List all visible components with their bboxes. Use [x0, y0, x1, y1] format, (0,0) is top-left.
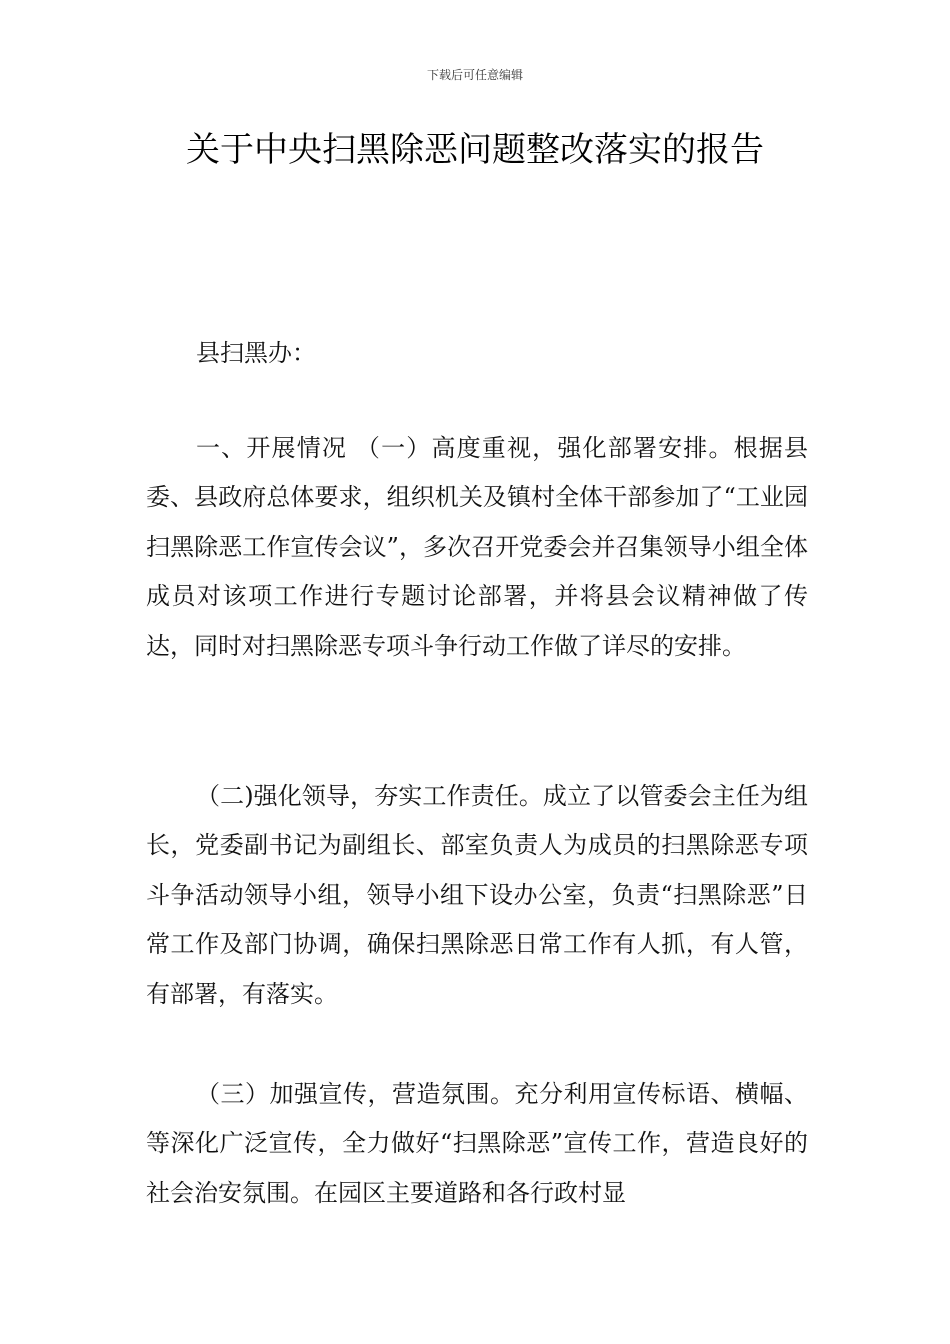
page-header-note: 下载后可任意编辑	[426, 68, 523, 82]
paragraph-section-one: 一、开展情况 （一）高度重视，强化部署安排。根据县委、县政府总体要求，组织机关及镇村全体干部参加了“工业园扫黑除恶工作宣传会议”，多次召开党委会并召集领导小组全体成员对该项工作进行专题讨论部署，并将县会议精神做了传达，同时对扫黑除恶专项斗争行动工作做了详尽的安排。	[146, 434, 808, 660]
addressee-line: 县扫黑办：	[196, 339, 316, 367]
document-title: 关于中央扫黑除恶问题整改落实的报告	[186, 130, 764, 170]
paragraph-section-three: （三）加强宣传，营造氛围。充分利用宣传标语、横幅、等深化广泛宣传，全力做好“扫黑除恶”宣传工作，营造良好的社会治安氛围。在园区主要道路和各行政村显	[146, 1080, 808, 1207]
paragraph-section-two: （二)强化领导，夯实工作责任。成立了以管委会主任为组长，党委副书记为副组长、部室负责人为成员的扫黑除恶专项斗争活动领导小组，领导小组下设办公室，负责“扫黑除恶”日常工作及部门协调，确保扫黑除恶日常工作有人抓，有人管，有部署，有落实。	[146, 782, 808, 1008]
